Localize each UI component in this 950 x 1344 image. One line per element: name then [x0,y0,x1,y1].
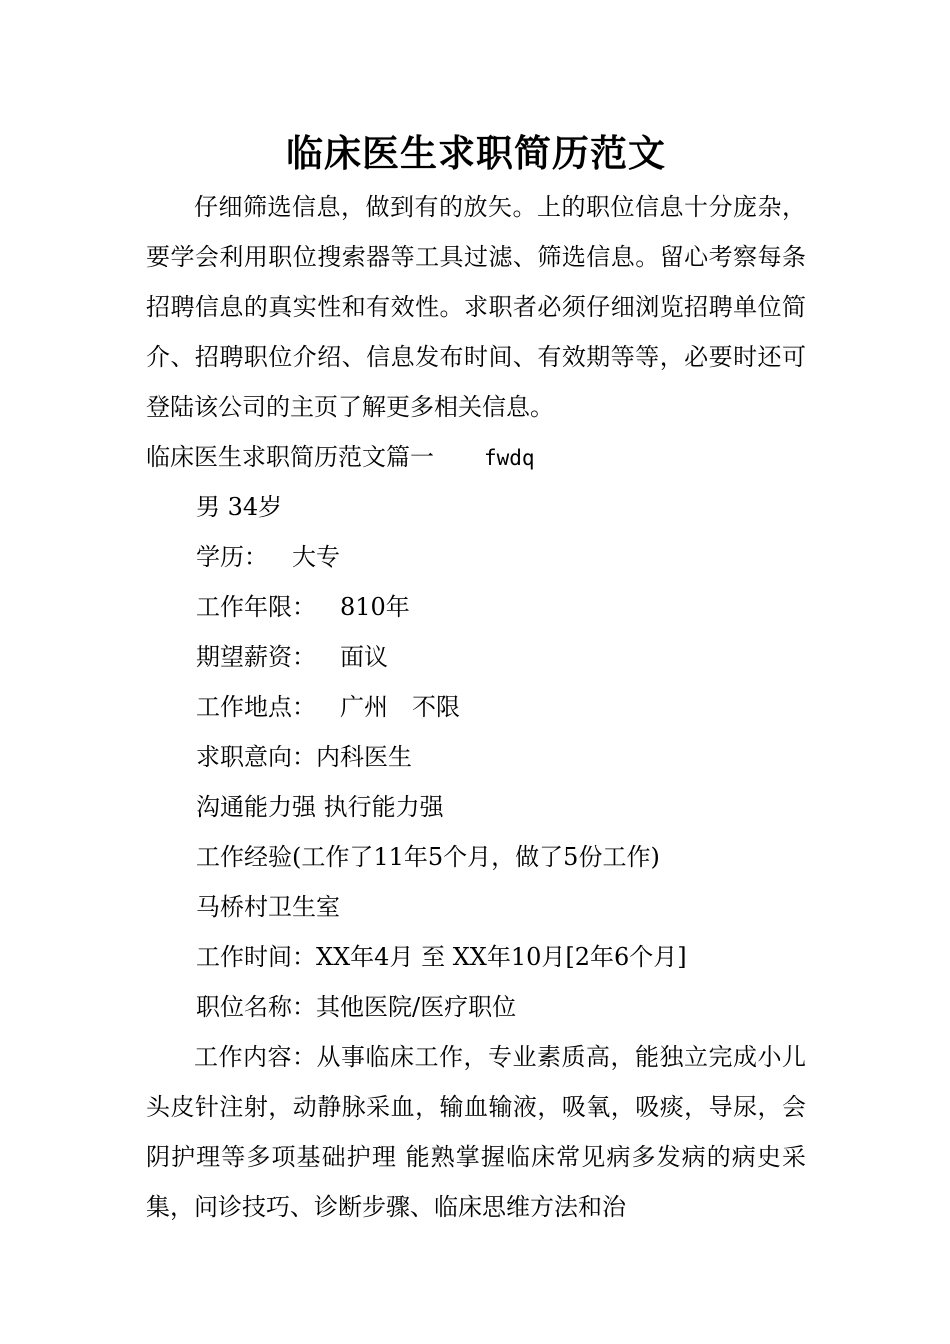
gender-age: 男 34岁 [196,493,283,521]
intro-paragraph: 仔细筛选信息，做到有的放矢。上的职位信息十分庞杂，要学会利用职位搜索器等工具过滤、筛选信息。留心考察每条招聘信息的真实性和有效性。求职者必须仔细浏览招聘单位简介、招聘职位介绍、信息发布时间、有效期等等，必要时还可登陆该公司的主页了解更多相关信息。 [146,193,806,421]
education-row [146,532,806,582]
location-label: 工作地点： [196,693,316,721]
salary-row [146,632,806,682]
section-code: fwdq [484,446,535,470]
salary-label: 期望薪资： [196,643,316,671]
work-time: 工作时间：XX年4月 至 XX年10月[2年6个月] [196,943,687,971]
work-years-row [146,582,806,632]
employer-name: 马桥村卫生室 [196,893,340,921]
location-row [146,682,806,732]
work-years-label: 工作年限： [196,593,316,621]
skills: 沟通能力强 执行能力强 [196,793,444,821]
location-value-2: 不限 [412,693,460,721]
section-heading-line [146,432,806,482]
education-label: 学历： [196,543,268,571]
work-years-value: 810年 [340,593,410,621]
job-intent: 求职意向：内科医生 [196,743,412,771]
experience-summary: 工作经验(工作了11年5个月，做了5份工作) [196,843,660,871]
position-name: 职位名称：其他医院/医疗职位 [196,993,517,1021]
document-page [146,124,806,1232]
work-content-paragraph: 工作内容：从事临床工作，专业素质高，能独立完成小儿头皮针注射，动静脉采血，输血输液，吸氧，吸痰，导尿，会阴护理等多项基础护理 能熟掌握临床常见病多发病的病史采集，问诊技巧、诊断步骤、临床思维方法和治 [146,1043,806,1221]
document-title: 临床医生求职简历范文 [286,131,666,175]
salary-value: 面议 [340,643,388,671]
section-heading: 临床医生求职简历范文篇一 [146,443,434,471]
education-value: 大专 [292,543,340,571]
location-value-1: 广州 [340,693,388,721]
